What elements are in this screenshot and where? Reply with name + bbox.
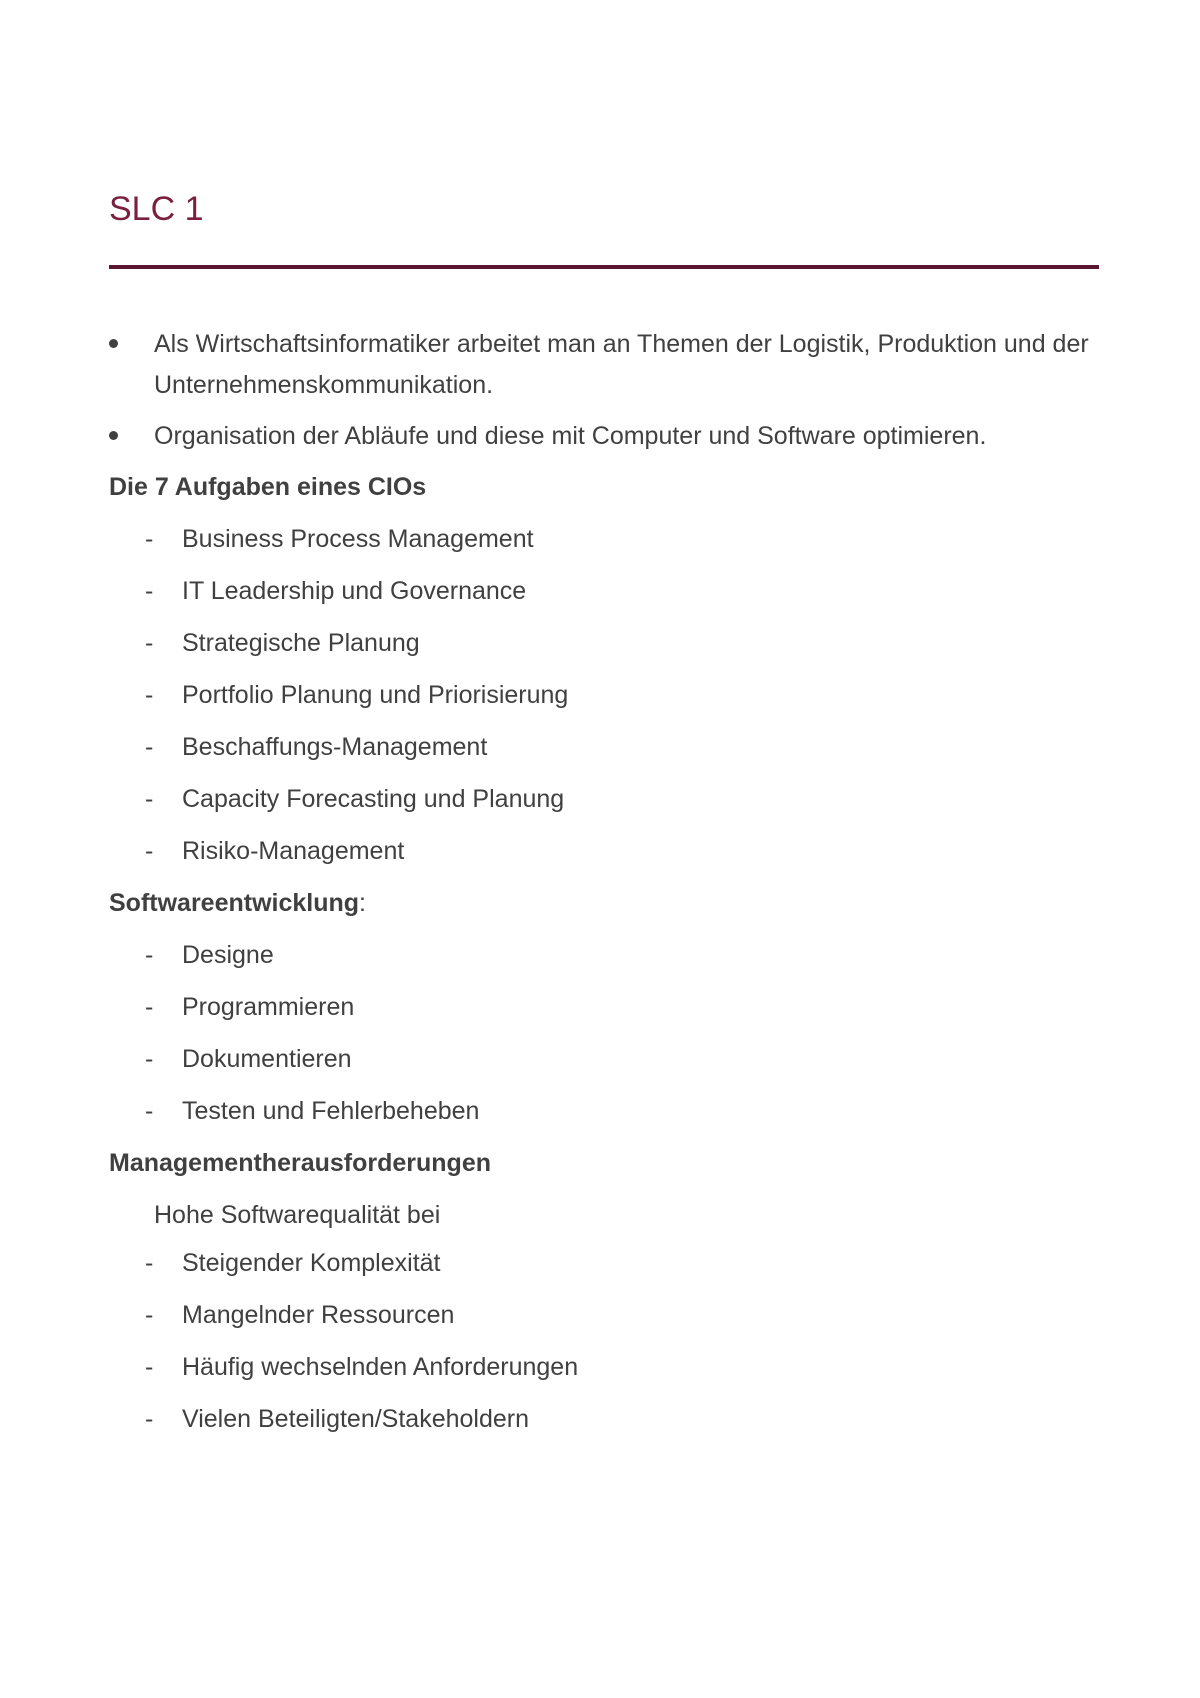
cio-task-list [109, 519, 1109, 883]
list-item [109, 727, 1109, 779]
list-item-text: Risiko-Management [182, 837, 405, 865]
list-item [109, 623, 1109, 675]
list-item [109, 675, 1109, 727]
list-item-text: Steigender Komplexität [182, 1249, 441, 1277]
dash-marker: - [145, 1045, 154, 1073]
dash-marker: - [145, 629, 154, 657]
list-item [109, 779, 1109, 831]
dash-marker: - [145, 837, 154, 865]
list-item [109, 831, 1109, 883]
section-heading-cio: Die 7 Aufgaben eines CIOs [109, 473, 427, 501]
bullet-item [109, 416, 1109, 457]
dash-marker: - [145, 1249, 154, 1277]
dash-marker: - [145, 733, 154, 761]
bullet-item [109, 324, 1109, 406]
dash-marker: - [145, 993, 154, 1021]
list-item [109, 519, 1109, 571]
section-heading-software [109, 883, 1109, 935]
list-item [109, 935, 1109, 987]
dash-marker: - [145, 525, 154, 553]
list-item [109, 571, 1109, 623]
list-item-text: IT Leadership und Governance [182, 577, 527, 605]
list-item [109, 1347, 1109, 1399]
list-item-text: Vielen Beteiligten/Stakeholdern [182, 1405, 530, 1433]
management-challenge-list [109, 1243, 1109, 1451]
list-item [109, 1243, 1109, 1295]
dash-marker: - [145, 1353, 154, 1381]
dash-marker: - [145, 1301, 154, 1329]
section-heading-management: Managementherausforderungen [109, 1149, 492, 1177]
list-item-text: Beschaffungs-Management [182, 733, 488, 761]
list-item-text: Capacity Forecasting und Planung [182, 785, 565, 813]
list-item [109, 987, 1109, 1039]
dash-marker: - [145, 785, 154, 813]
software-task-list [109, 935, 1109, 1143]
bullet-dot-icon [109, 431, 118, 440]
bullet-text: Organisation der Abläufe und diese mit Computer und Software optimieren. [154, 422, 987, 450]
list-item-text: Designe [182, 941, 274, 969]
list-item-text: Testen und Fehlerbeheben [182, 1097, 480, 1125]
dash-marker: - [145, 941, 154, 969]
bullet-dot-icon [109, 339, 118, 348]
list-item [109, 1295, 1109, 1347]
list-item-text: Portfolio Planung und Priorisierung [182, 681, 569, 709]
list-item [109, 1399, 1109, 1451]
document-content [109, 324, 1109, 1451]
page-title: SLC 1 [109, 190, 204, 228]
dash-marker: - [145, 1405, 154, 1433]
list-item-text: Mangelnder Ressourcen [182, 1301, 455, 1329]
list-item-text: Programmieren [182, 993, 355, 1021]
dash-marker: - [145, 681, 154, 709]
list-item-text: Strategische Planung [182, 629, 420, 657]
list-item-text: Business Process Management [182, 525, 534, 553]
list-item [109, 1091, 1109, 1143]
management-subline: Hohe Softwarequalität bei [154, 1201, 441, 1229]
dash-marker: - [145, 1097, 154, 1125]
list-item-text: Häufig wechselnden Anforderungen [182, 1353, 579, 1381]
list-item-text: Dokumentieren [182, 1045, 352, 1073]
bullet-text: Als Wirtschaftsinformatiker arbeitet man an Themen der Logistik, Produktion und der Unternehmenskommunikation. [154, 330, 1089, 399]
dash-marker: - [145, 577, 154, 605]
title-divider [109, 265, 1099, 269]
list-item [109, 1039, 1109, 1091]
section-heading-text: Softwareentwicklung [109, 889, 360, 917]
heading-colon: : [359, 889, 366, 917]
